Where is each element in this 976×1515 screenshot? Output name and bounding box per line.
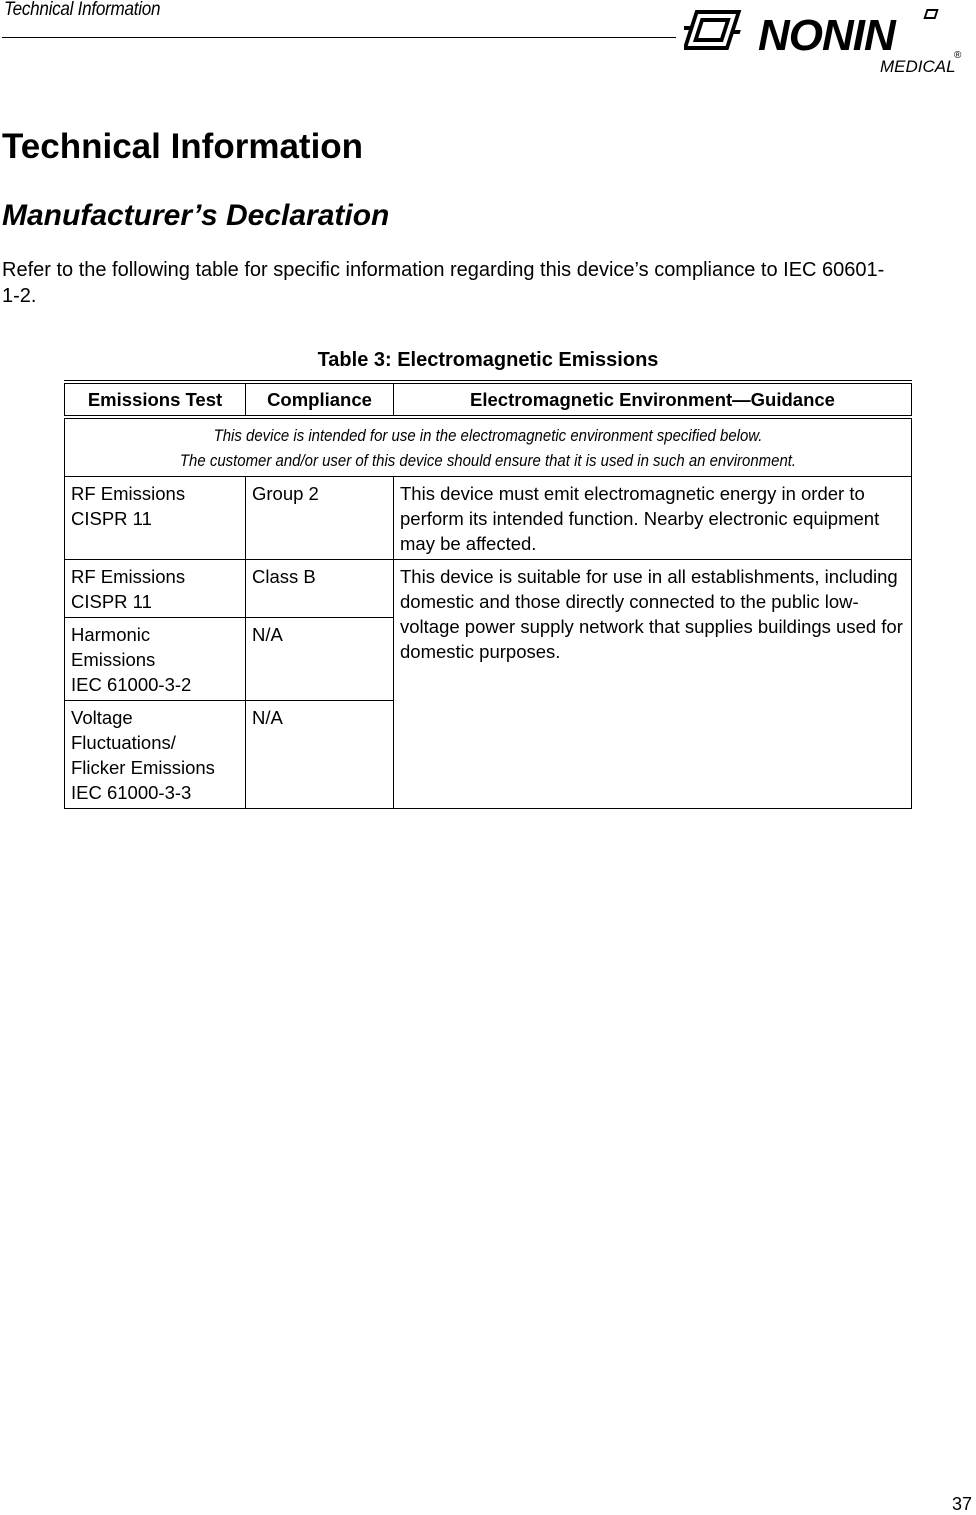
guidance-cell: This device is suitable for use in all establishments, including domestic and those directly connected to the public low-voltage power supply network that supplies buildings used for domestic purposes. [394,560,912,809]
emissions-table [64,383,912,809]
compliance-cell: Group 2 [246,477,394,560]
preamble-line: This device is intended for use in the electromagnetic environment specified below. [213,426,763,445]
cell-line: Flicker Emissions [71,757,215,778]
nonin-mark-icon [684,12,747,48]
table-caption: Table 3: Electromagnetic Emissions [317,349,659,371]
intro-paragraph: Refer to the following table for specific information regarding this device’s compliance to IEC 60601-1-2. [2,259,885,307]
compliance-cell: N/A [246,618,394,701]
logo-brand-text: NONIN [758,11,895,60]
logo-sub-text: MEDICAL [880,57,956,74]
logo-accent-icon [925,10,938,18]
guidance-cell: This device must emit electromagnetic energy in order to perform its intended function. Nearby electronic equipment may be affected. [394,477,912,560]
cell-line: RF Emissions [71,483,186,504]
cell-line: Voltage [71,707,133,728]
nonin-medical-logo [684,8,974,74]
emissions-test-cell [65,618,246,701]
compliance-cell: N/A [246,701,394,809]
header-guidance: Electromagnetic Environment—Guidance [394,384,912,418]
table-preamble-row [65,417,912,477]
cell-line: CISPR 11 [71,508,152,529]
cell-line: IEC 61000-3-2 [71,674,192,695]
page-number: 37 [951,1494,972,1514]
cell-line: Fluctuations/ [71,732,176,753]
header-emissions-test: Emissions Test [65,384,246,418]
cell-line: Emissions [71,649,156,670]
table-header-row [65,384,912,418]
section-title: Manufacturer’s Declaration [2,199,390,232]
cell-line: RF Emissions [71,566,186,587]
table-top-rule [64,380,912,381]
running-header-title: Technical Information [4,0,161,20]
page-title: Technical Information [2,127,364,166]
table-row [65,560,912,618]
emissions-test-cell [65,701,246,809]
header-compliance: Compliance [246,384,394,418]
preamble-cell [65,417,912,477]
compliance-cell: Class B [246,560,394,618]
header-rule [2,37,676,38]
emissions-test-cell [65,477,246,560]
cell-line: Harmonic [71,624,151,645]
cell-line: CISPR 11 [71,591,152,612]
preamble-line: The customer and/or user of this device should ensure that it is used in such an environment. [179,451,797,470]
table-row [65,477,912,560]
registered-mark: ® [954,50,962,61]
cell-line: IEC 61000-3-3 [71,782,192,803]
emissions-test-cell [65,560,246,618]
